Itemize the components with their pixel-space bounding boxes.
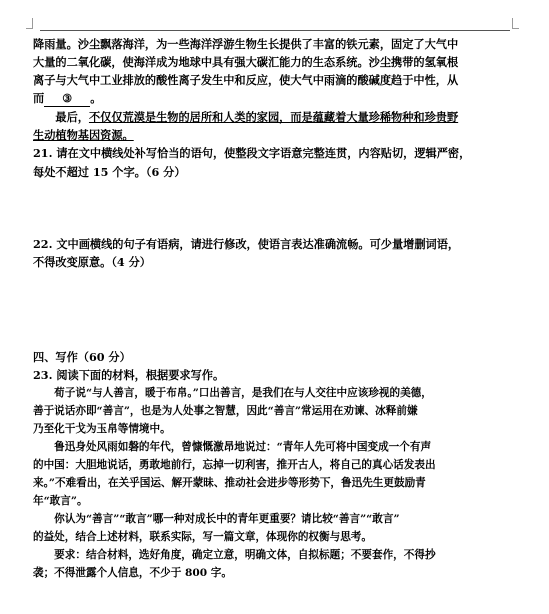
passage-line-6 — [33, 128, 134, 143]
passage-line-4-prefix: 而 — [33, 91, 45, 105]
passage-line-3: 离子与大气中工业排放的酸性离子发生中和反应，使大气中雨滴的酸碱度趋于中性，从 — [33, 73, 459, 87]
material-p2-line-1: 鲁迅身处风雨如磐的年代，曾慷慨激昂地说过：“青年人先可将中国变成一个有声 — [33, 441, 432, 453]
passage-line-2: 大量的二氧化碳，使海洋成为地球中具有强大碳汇能力的生态系统。沙尘携带的氢氧根 — [33, 55, 459, 69]
material-p1-line-1: 荀子说“与人善言，暖于布帛。”口出善言，是我们在与人交往中应该珍视的美德， — [33, 387, 432, 399]
question-23: 23. 阅读下面的材料，根据要求写作。 — [33, 368, 225, 382]
top-left-margin-mark — [26, 18, 33, 29]
passage-line-5-prefix: 最后， — [33, 110, 89, 124]
question-22-line-2: 不得改变原意。（4 分） — [33, 255, 151, 269]
material-p2-line-3: 来。”不难看出，在关乎国运、解开蒙昧、推动社会进步等形势下，鲁迅先生更鼓励青 — [33, 477, 426, 489]
top-right-margin-mark — [512, 18, 519, 29]
passage-line-4-suffix: 。 — [90, 91, 102, 105]
material-p2-line-2: 的中国：大胆地说话，勇敢地前行，忘掉一切利害，推开古人，将自己的真心话发表出 — [33, 459, 436, 471]
underlined-sentence-part-1: 不仅仅荒漠是生物的居所和人类的家园，而是蕴藏着大量珍稀物种和珍贵野 — [88, 110, 459, 124]
underlined-sentence-part-2: 生动植物基因资源。 — [33, 128, 134, 142]
section-4-heading: 四、写作（60 分） — [33, 350, 131, 364]
prompt-line-1: 你认为“善言”“敢言”哪一种对成长中的青年更重要？请比较“善言”“敢言” — [33, 513, 400, 525]
blank-3-number: ③ — [62, 91, 73, 105]
question-21-line-1: 21. 请在文中横线处补写恰当的语句，使整段文字语意完整连贯，内容贴切，逻辑严密， — [33, 146, 471, 160]
blank-3 — [44, 91, 90, 107]
prompt-line-2: 的益处，结合上述材料，联系实际，写一篇文章，体现你的权衡与思考。 — [33, 531, 372, 543]
passage-line-4 — [33, 91, 101, 107]
question-21-line-2: 每处不超过 15 个字。（6 分） — [33, 165, 186, 179]
requirements-line-1: 要求：结合材料，选好角度，确定立意，明确文体，自拟标题；不要套作，不得抄 — [33, 549, 436, 561]
material-p1-line-3: 乃至化干戈为玉帛等情境中。 — [33, 423, 171, 435]
header-rule — [40, 30, 510, 31]
question-22-line-1: 22. 文中画横线的句子有语病，请进行修改，使语言表达准确流畅。可少量增删词语， — [33, 237, 460, 251]
material-p2-line-4: 年“敢言”。 — [33, 495, 88, 507]
material-p1-line-2: 善于说话亦即“善言”，也是为人处事之智慧，因此“善言”常运用在劝谏、冰释前嫌 — [33, 405, 418, 417]
passage-line-1: 降雨量。沙尘飘落海洋，为一些海洋浮游生物生长提供了丰富的铁元素，固定了大气中 — [33, 37, 459, 51]
passage-line-5 — [33, 110, 458, 125]
requirements-line-2: 袭；不得泄露个人信息，不少于 800 字。 — [33, 567, 232, 579]
